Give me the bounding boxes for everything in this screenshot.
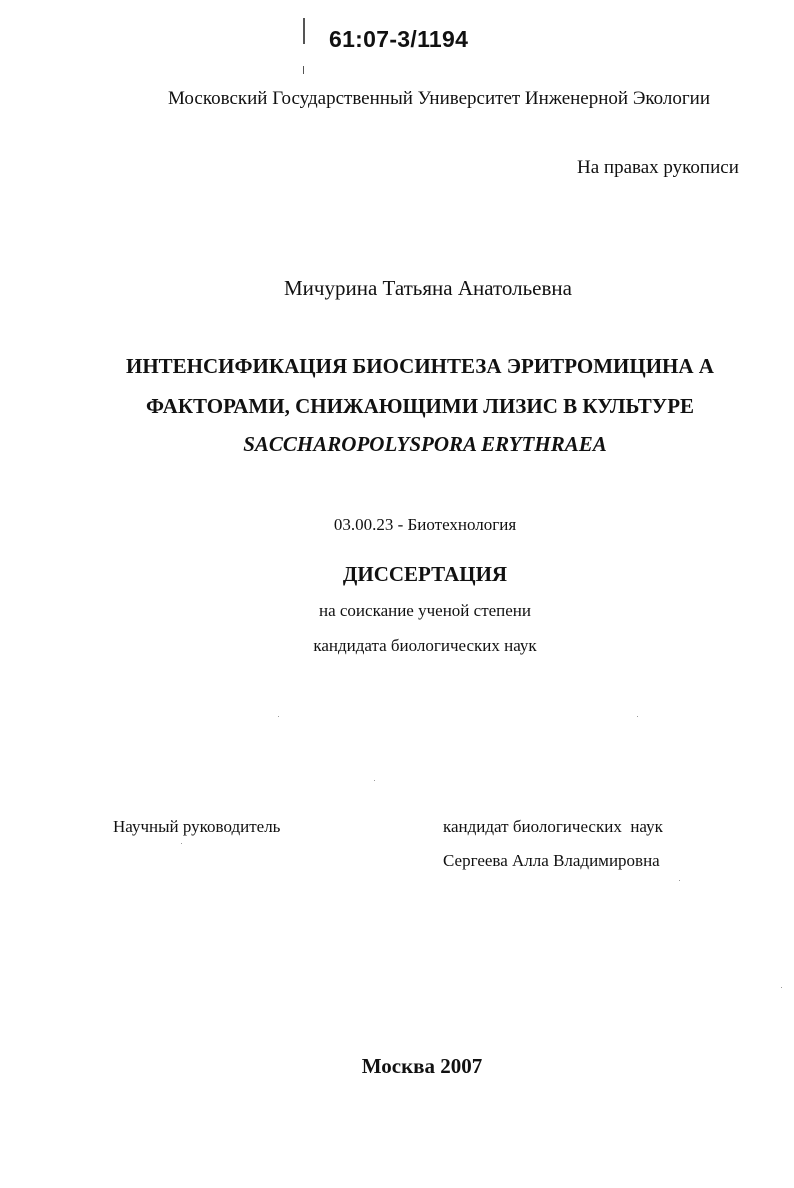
city-year: Москва 2007 [361, 1054, 483, 1078]
specialty-code: 03.00.23 - Биотехнология [333, 515, 517, 534]
scan-speck [781, 987, 782, 988]
scan-speck [374, 780, 375, 781]
scan-speck [278, 716, 279, 717]
dissertation-title-line-1: ИНТЕНСИФИКАЦИЯ БИОСИНТЕЗА ЭРИТРОМИЦИНА А [126, 354, 714, 378]
document-type: ДИССЕРТАЦИЯ [342, 562, 508, 586]
scan-speck [637, 716, 638, 717]
degree-line-1: на соискание ученой степени [318, 601, 532, 620]
scan-mark-bottom [303, 66, 304, 74]
supervisor-title: кандидат биологических наук [443, 817, 663, 836]
university-name: Московский Государственный Университет Инженерной Экологии [168, 88, 710, 109]
supervisor-name: Сергеева Алла Владимировна [443, 851, 660, 870]
dissertation-title-line-2: ФАКТОРАМИ, СНИЖАЮЩИМИ ЛИЗИС В КУЛЬТУРЕ [145, 394, 695, 418]
degree-line-2: кандидата биологических наук [313, 636, 537, 655]
author-name: Мичурина Татьяна Анатольевна [284, 276, 572, 300]
supervisor-label: Научный руководитель [113, 817, 281, 836]
dissertation-title-line-3: SACCHAROPOLYSPORA ERYTHRAEA [243, 432, 607, 456]
scan-speck [679, 880, 680, 881]
scan-speck [181, 843, 182, 844]
archive-stamp: 61:07-3/1194 [329, 26, 469, 52]
rights-notice: На правах рукописи [577, 157, 739, 178]
scan-mark-top [303, 18, 305, 44]
